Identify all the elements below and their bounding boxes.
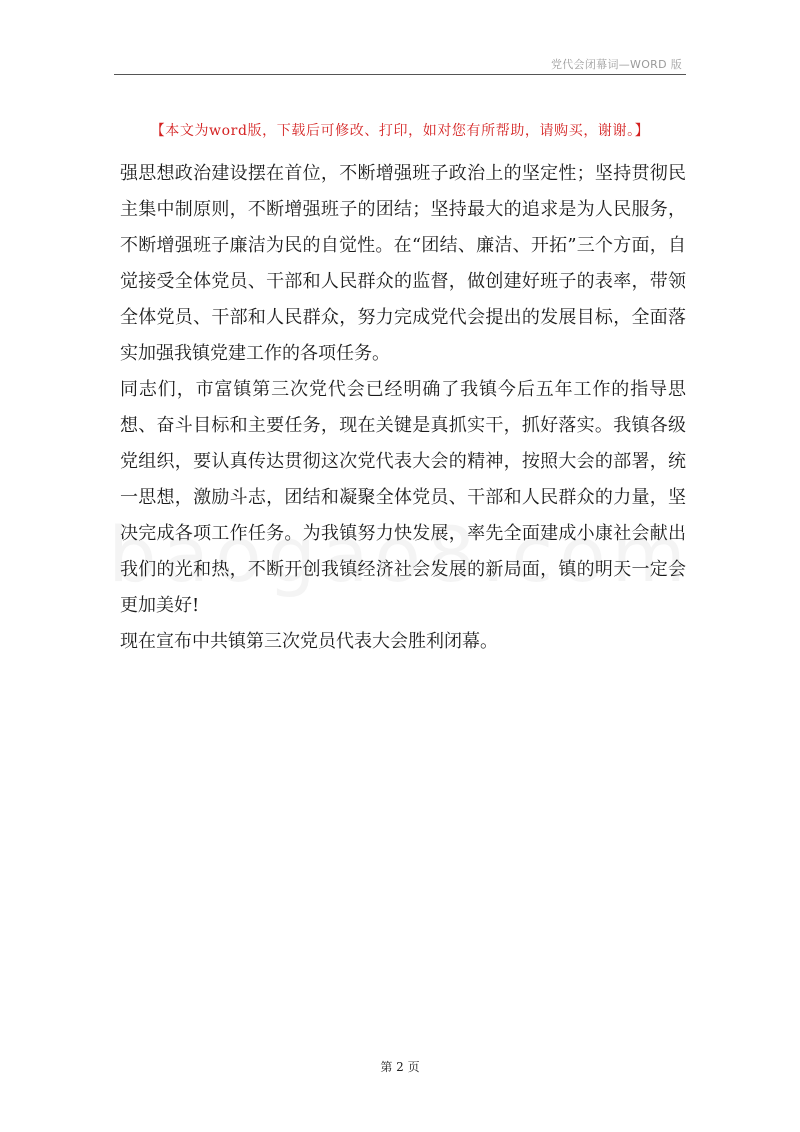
paragraph: 强思想政治建设摆在首位，不断增强班子政治上的坚定性；坚持贯彻民主集中制原则，不断增强班子的团结；坚持最大的追求是为人民服务，不断增强班子廉洁为民的自觉性。在“团结、廉洁、开拓”三个方面，自觉接受全体党员、干部和人民群众的监督，做创建好班子的表率，带领全体党员、干部和人民群众，努力完成党代会提出的发展目标，全面落实加强我镇党建工作的各项任务。	[120, 163, 686, 364]
paragraph: 现在宣布中共镇第三次党员代表大会胜利闭幕。	[120, 631, 498, 652]
purchase-notice: 【本文为word版，下载后可修改、打印，如对您有所帮助，请购买，谢谢。】	[150, 123, 650, 139]
running-header	[114, 52, 686, 75]
page-number: 第 2 页	[380, 1060, 420, 1074]
running-header-title: 党代会闭幕词—WORD 版	[550, 58, 682, 71]
body-text	[120, 156, 686, 660]
paragraph: 同志们，市富镇第三次党代会已经明确了我镇今后五年工作的指导思想、奋斗目标和主要任务，现在关键是真抓实干，抓好落实。我镇各级党组织，要认真传达贯彻这次党代表大会的精神，按照大会的部署，统一思想，激励斗志，团结和凝聚全体党员、干部和人民群众的力量，坚决完成各项工作任务。为我镇努力快发展，率先全面建成小康社会献出我们的光和热，不断开创我镇经济社会发展的新局面，镇的明天一定会更加美好!	[120, 379, 686, 616]
